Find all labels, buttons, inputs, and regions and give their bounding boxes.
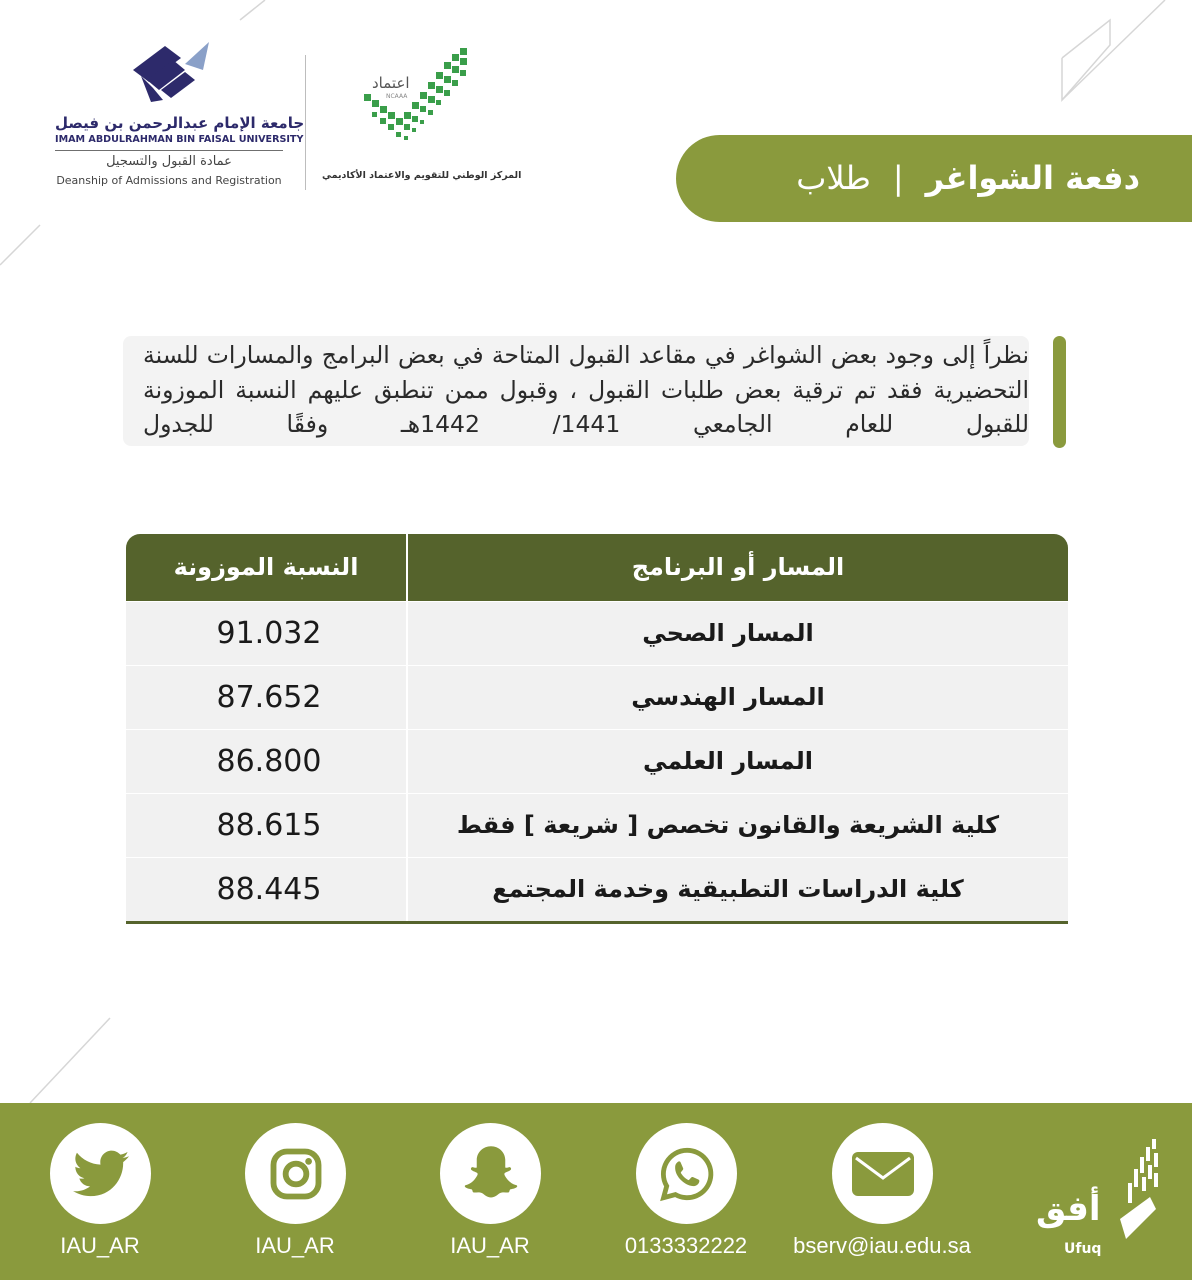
ncaaa-name: المركز الوطني للتقويم والاعتماد الأكاديمي xyxy=(322,170,522,181)
ncaaa-logo xyxy=(322,40,522,190)
contact-snapchat[interactable] xyxy=(400,1103,580,1280)
contact-label[interactable]: bserv@iau.edu.sa xyxy=(793,1233,971,1258)
table-row xyxy=(126,665,1068,729)
ufuq-name-en: Ufuq xyxy=(1064,1241,1102,1257)
instagram-icon[interactable] xyxy=(245,1123,346,1224)
whatsapp-icon[interactable] xyxy=(636,1123,737,1224)
iau-divider xyxy=(55,150,283,151)
intro-box xyxy=(123,336,1029,446)
deanship-name-en: Deanship of Admissions and Registration xyxy=(56,174,282,187)
header-ratio: النسبة الموزونة xyxy=(173,553,359,581)
header-program: المسار أو البرنامج xyxy=(631,553,845,581)
contact-twitter[interactable] xyxy=(10,1103,190,1280)
row-program: كلية الشريعة والقانون تخصص [ شريعة ] فقط xyxy=(456,811,1000,839)
intro-accent-bar xyxy=(1053,336,1066,448)
ufuq-name-ar: أفق xyxy=(1036,1189,1101,1229)
table-bottom-border xyxy=(126,921,1068,924)
row-program: المسار الصحي xyxy=(642,619,814,647)
footer xyxy=(0,1103,1192,1280)
title-banner xyxy=(676,135,1192,222)
row-program: المسار الهندسي xyxy=(631,683,825,711)
row-ratio: 87.652 xyxy=(216,680,322,715)
contact-label[interactable]: IAU_AR xyxy=(450,1233,530,1258)
ufuq-mark-icon xyxy=(1120,1139,1162,1239)
contact-email[interactable] xyxy=(792,1103,972,1280)
ncaaa-abbr: NCAAA xyxy=(386,93,408,100)
title-main: دفعة الشواغر xyxy=(925,159,1140,197)
iau-logo xyxy=(55,40,305,190)
contact-label[interactable]: IAU_AR xyxy=(60,1233,140,1258)
intro-text: نظراً إلى وجود بعض الشواغر في مقاعد القبول المتاحة في بعض البرامج والمسارات للسنة التحضيرية فقد تم ترقية بعض طلبات القبول ، وقبول ممن تنطبق عليهم النسبة الموزونة للقبول للعام الجامعي 1441/ 1442هـ وفقًا للجدول xyxy=(143,341,1030,438)
table-row xyxy=(126,793,1068,857)
ufuq-logo xyxy=(1030,1137,1170,1267)
row-ratio: 91.032 xyxy=(216,616,322,651)
title-separator: | xyxy=(892,159,904,197)
table-row xyxy=(126,857,1068,921)
row-program: كلية الدراسات التطبيقية وخدمة المجتمع xyxy=(492,875,964,903)
deanship-name-ar: عمادة القبول والتسجيل xyxy=(106,154,232,169)
ncaaa-check-icon xyxy=(360,48,470,148)
iau-name-ar: جامعة الإمام عبدالرحمن بن فيصل xyxy=(55,114,305,132)
title-sub: طلاب xyxy=(796,159,871,197)
ncaaa-word: اعتماد xyxy=(372,74,410,92)
contact-label[interactable]: 0133332222 xyxy=(624,1233,748,1258)
header-divider xyxy=(406,534,408,601)
table-header xyxy=(126,534,1068,601)
title-text xyxy=(796,135,1140,222)
twitter-icon[interactable] xyxy=(50,1123,151,1224)
weighted-ratio-table xyxy=(126,534,1068,924)
row-ratio: 88.615 xyxy=(216,808,322,843)
row-ratio: 88.445 xyxy=(216,872,322,907)
snapchat-icon[interactable] xyxy=(440,1123,541,1224)
contact-instagram[interactable] xyxy=(205,1103,385,1280)
contact-whatsapp[interactable] xyxy=(596,1103,776,1280)
iau-emblem-icon xyxy=(133,40,213,110)
row-ratio: 86.800 xyxy=(216,744,322,779)
row-program: المسار العلمي xyxy=(643,747,813,775)
email-icon[interactable] xyxy=(832,1123,933,1224)
contact-label[interactable]: IAU_AR xyxy=(255,1233,335,1258)
logo-separator xyxy=(305,55,306,190)
iau-name-en: IMAM ABDULRAHMAN BIN FAISAL UNIVERSITY xyxy=(55,134,304,145)
table-row xyxy=(126,729,1068,793)
table-row xyxy=(126,601,1068,665)
